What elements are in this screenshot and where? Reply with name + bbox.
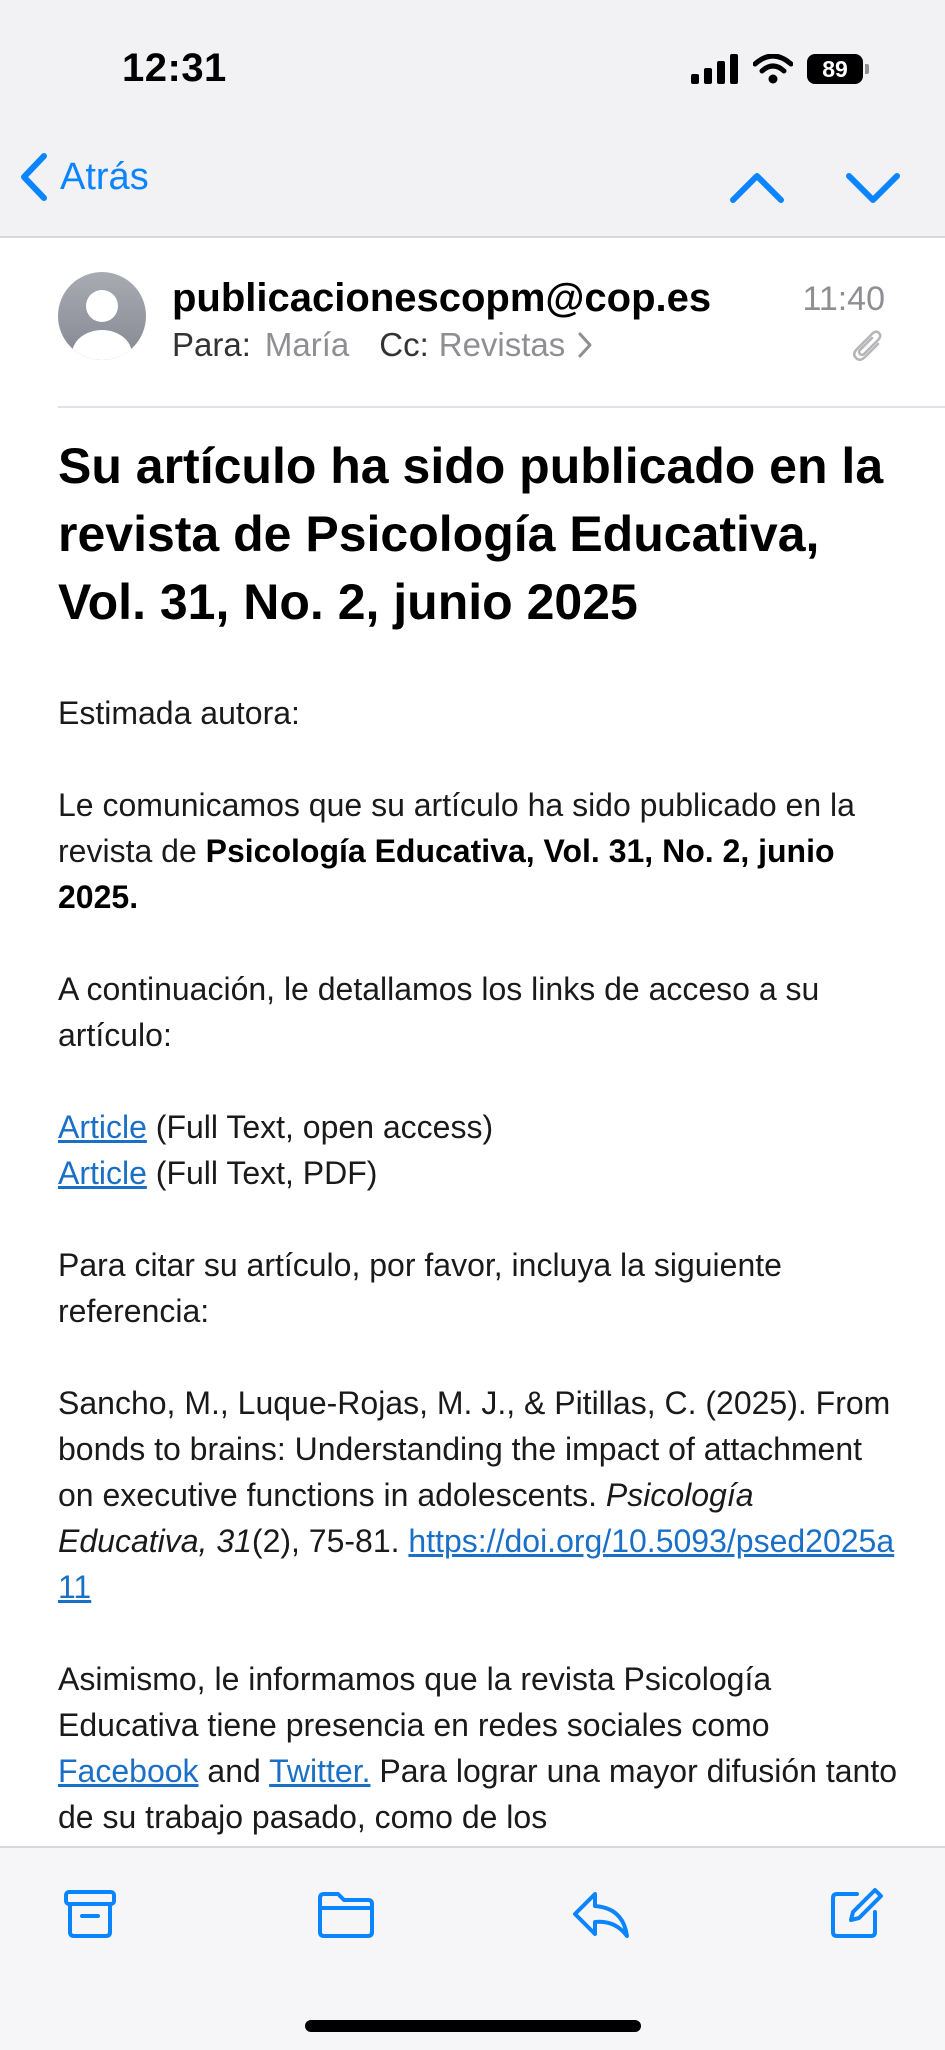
archive-icon[interactable] [60, 1886, 120, 1942]
greeting: Estimada autora: [58, 695, 300, 731]
avatar[interactable] [58, 272, 146, 360]
article-pdf-desc: (Full Text, PDF) [146, 1155, 378, 1191]
chevron-right-icon[interactable] [577, 331, 593, 359]
battery-level: 89 [822, 55, 848, 82]
facebook-link[interactable]: Facebook [58, 1753, 199, 1789]
citation-journal: Psicología Educativa, 31 [58, 1477, 754, 1559]
bottom-toolbar [0, 1846, 945, 2050]
cc-value[interactable]: Revistas [438, 326, 566, 363]
citation-issue: (2), 75-81. [251, 1523, 409, 1559]
twitter-link[interactable]: Twitter. [269, 1753, 371, 1789]
paragraph-social-text: Asimismo, le informamos que la revista Psicología Educativa tiene presencia en redes sociales como [58, 1661, 772, 1743]
article-pdf-link[interactable]: Article [58, 1155, 147, 1191]
paragraph-social-tail: Para lograr una mayor difusión tanto de su trabajo pasado, como de los [58, 1753, 897, 1835]
article-open-access-desc: (Full Text, open access) [146, 1109, 494, 1145]
status-bar [0, 0, 945, 140]
article-open-access-link[interactable]: Article [58, 1109, 147, 1145]
subject: Su artículo ha sido publicado en la revista de Psicología Educativa, Vol. 31, No. 2, junio 2025 [58, 438, 884, 630]
back-button[interactable] [18, 152, 149, 202]
and-text: and [198, 1753, 270, 1789]
to-label: Para: [172, 326, 251, 363]
paragraph-publication [58, 782, 898, 920]
to-value[interactable]: María [264, 326, 350, 363]
paragraph-links-intro: A continuación, le detallamos los links de acceso a su artículo: [58, 971, 820, 1053]
doi-link[interactable]: https://doi.org/10.5093/psed2025a11 [58, 1523, 895, 1605]
battery-icon [807, 54, 863, 84]
sender-address[interactable]: publicacionescopm@cop.es [172, 276, 712, 320]
paragraph-social [58, 1656, 898, 1840]
citation [58, 1380, 898, 1610]
status-time: 12:31 [122, 46, 227, 90]
compose-icon[interactable] [827, 1886, 887, 1942]
folder-icon[interactable] [316, 1886, 376, 1942]
journal-reference-bold: Psicología Educativa, Vol. 31, No. 2, junio 2025. [58, 833, 835, 915]
status-icons [691, 54, 863, 84]
recipients-row[interactable] [172, 326, 593, 364]
reply-icon[interactable] [571, 1886, 631, 1942]
back-label: Atrás [60, 155, 149, 198]
nav-bar [0, 140, 945, 238]
cellular-signal-icon [691, 54, 739, 84]
citation-text: Sancho, M., Luque-Rojas, M. J., & Pitillas, C. (2025). From bonds to brains: Understanding the impact of attachment on executive functions in adolescents. [58, 1385, 891, 1513]
attachment-icon [851, 328, 885, 368]
header-divider [58, 406, 945, 408]
chevron-left-icon [18, 152, 52, 202]
paragraph-cite-intro: Para citar su artículo, por favor, incluya la siguiente referencia: [58, 1247, 782, 1329]
previous-message-icon[interactable] [727, 158, 787, 218]
next-message-icon[interactable] [843, 158, 903, 218]
cc-label: Cc: [379, 326, 429, 363]
message-time: 11:40 [802, 280, 885, 318]
message-header [0, 262, 945, 406]
wifi-icon [753, 54, 793, 84]
home-indicator[interactable] [305, 2020, 641, 2032]
message-body [58, 690, 898, 1886]
article-links [58, 1104, 898, 1196]
paragraph-publication-text: Le comunicamos que su artículo ha sido publicado en la revista de [58, 787, 855, 869]
